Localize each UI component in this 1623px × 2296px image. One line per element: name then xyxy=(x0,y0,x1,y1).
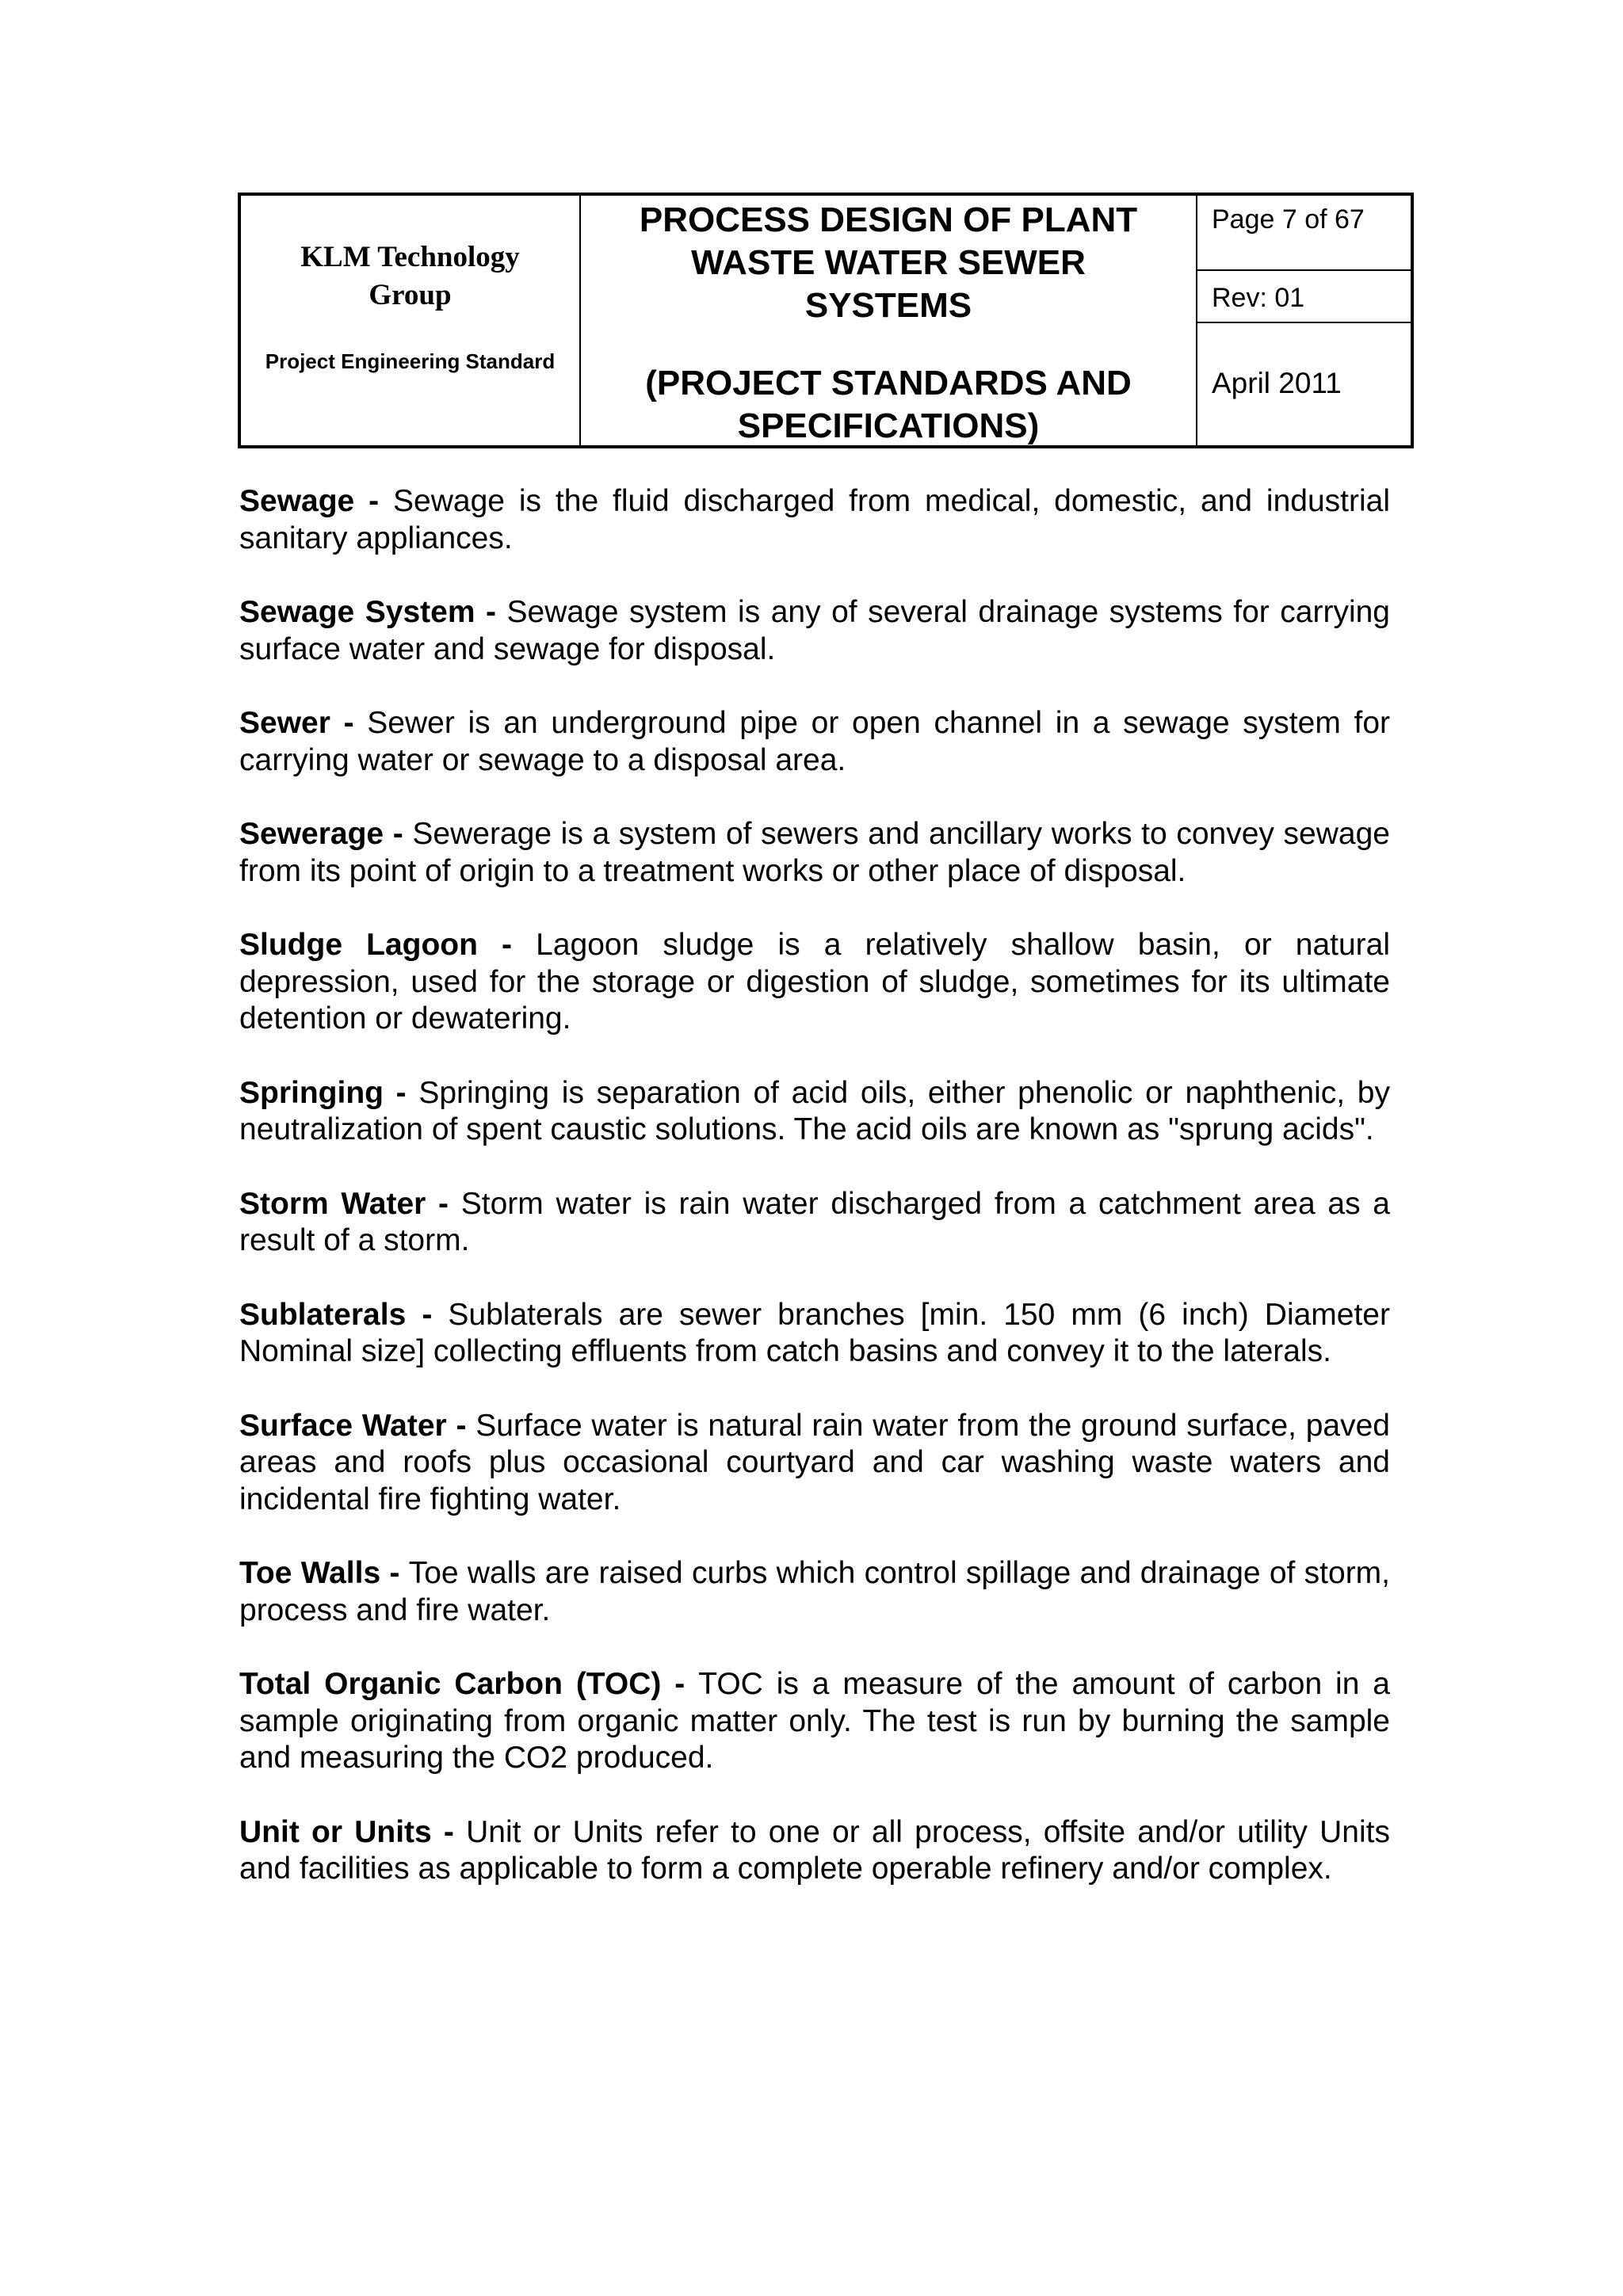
header-company-cell xyxy=(241,196,581,445)
document-subtitle xyxy=(581,362,1196,448)
document-title-line1: PROCESS DESIGN OF PLANT xyxy=(639,200,1138,239)
definition-text: Storm water is rain water discharged from a catchment area as a result of a storm. xyxy=(239,1186,1390,1257)
page-number: Page 7 of 67 xyxy=(1212,204,1365,235)
definition-item xyxy=(239,1408,1390,1519)
definition-item xyxy=(239,1555,1390,1629)
definition-item xyxy=(239,1666,1390,1777)
header-meta-cell xyxy=(1197,196,1411,445)
document-title xyxy=(581,199,1196,327)
definition-term: Sewage - xyxy=(239,484,394,518)
document-title-line3: SYSTEMS xyxy=(804,286,972,325)
definition-term: Storm Water - xyxy=(239,1186,461,1221)
definition-term: Toe Walls - xyxy=(239,1556,409,1590)
definition-item xyxy=(239,1814,1390,1888)
definition-item xyxy=(239,705,1390,779)
issue-date: April 2011 xyxy=(1212,367,1342,399)
definition-text: Sublaterals are sewer branches [min. 150 mm (6 inch) Diameter Nominal size] collecting effluents from catch basins and convey it to the laterals. xyxy=(239,1297,1390,1368)
definition-text: Sewage system is any of several drainage systems for carrying surface water and sewage for disposal. xyxy=(239,595,1390,666)
definition-text: Sewage is the fluid discharged from medical, domestic, and industrial sanitary appliances. xyxy=(239,484,1391,555)
definition-term: Sludge Lagoon - xyxy=(239,928,537,962)
definition-term: Sublaterals - xyxy=(239,1297,449,1332)
definition-text: Lagoon sludge is a relatively shallow basin, or natural depression, used for the storage or digestion of sludge, sometimes for its ultimate detention or dewatering. xyxy=(239,928,1391,1035)
revision-cell xyxy=(1197,271,1411,323)
definition-text: Sewerage is a system of sewers and ancillary works to convey sewage from its point of origin to a treatment works or other place of disposal. xyxy=(239,817,1390,888)
definition-text: Surface water is natural rain water from the ground surface, paved areas and roofs plus occasional courtyard and car washing waste waters and incidental fire fighting water. xyxy=(239,1408,1390,1516)
definition-item xyxy=(239,1186,1390,1260)
definition-text: Unit or Units refer to one or all process, offsite and/or utility Units and facilities as applicable to form a complete operable refinery and/or complex. xyxy=(239,1814,1390,1886)
definition-term: Sewerage - xyxy=(239,817,413,851)
definition-item xyxy=(239,816,1390,890)
definition-text: Sewer is an underground pipe or open channel in a sewage system for carrying water or sewage to a disposal area. xyxy=(239,706,1390,777)
definition-term: Sewage System - xyxy=(239,595,507,629)
document-subtitle-line1: (PROJECT STANDARDS AND xyxy=(645,364,1132,402)
company-name xyxy=(241,238,579,315)
date-cell xyxy=(1197,323,1411,445)
document-header-table xyxy=(238,193,1414,448)
definition-item xyxy=(239,1297,1390,1371)
definition-item xyxy=(239,483,1390,557)
definitions-list xyxy=(239,483,1390,1925)
definition-text: Toe walls are raised curbs which control spillage and drainage of storm, process and fire water. xyxy=(239,1556,1391,1627)
standard-type: Project Engineering Standard xyxy=(265,349,556,373)
company-name-line2: Group xyxy=(369,279,452,311)
document-title-line2: WASTE WATER SEWER xyxy=(691,243,1086,282)
page-number-cell xyxy=(1197,196,1411,271)
company-name-line1: KLM Technology xyxy=(300,241,520,273)
definition-item xyxy=(239,1075,1390,1149)
definition-term: Total Organic Carbon (TOC) - xyxy=(239,1667,699,1701)
definition-term: Surface Water - xyxy=(239,1408,476,1443)
definition-term: Sewer - xyxy=(239,706,368,740)
definition-text: TOC is a measure of the amount of carbon in a sample originating from organic matter only. The test is run by burning the sample and measuring the CO2 produced. xyxy=(239,1667,1390,1775)
definition-term: Unit or Units - xyxy=(239,1814,467,1849)
document-subtitle-line2: SPECIFICATIONS) xyxy=(737,406,1040,445)
definition-term: Springing - xyxy=(239,1075,419,1110)
revision: Rev: 01 xyxy=(1212,283,1305,313)
definition-item xyxy=(239,927,1390,1038)
header-title-cell xyxy=(581,196,1197,445)
definition-text: Springing is separation of acid oils, either phenolic or naphthenic, by neutralization of spent caustic solutions. The acid oils are known as "sprung acids". xyxy=(239,1075,1390,1146)
definition-item xyxy=(239,594,1390,668)
